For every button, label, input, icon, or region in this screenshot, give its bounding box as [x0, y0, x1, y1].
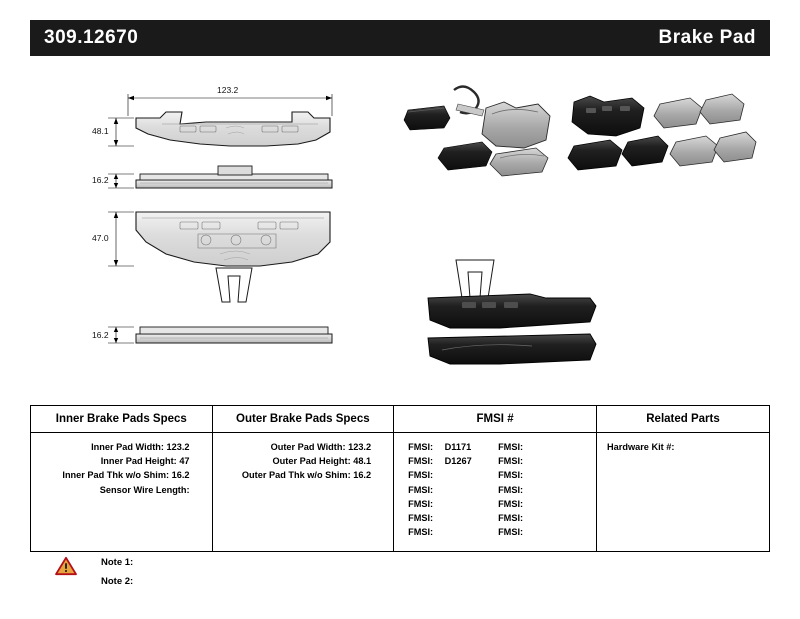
dimension-outer-height: 47.0: [92, 233, 109, 243]
dimension-outer-thickness: 16.2: [92, 330, 109, 340]
outer-spec-row: [221, 440, 386, 454]
note-row-1: [55, 553, 355, 572]
fmsi-label: FMSI:: [498, 484, 524, 495]
fmsi-label: FMSI:: [498, 513, 524, 524]
header-bar: [30, 20, 770, 56]
notes-section: [55, 553, 355, 591]
inner-spec-row: [39, 440, 204, 454]
fmsi-label: FMSI:: [498, 442, 524, 452]
fmsi-label: FMSI:: [408, 513, 434, 524]
sensor-wire-length-label: Sensor Wire Length:: [99, 484, 190, 495]
inner-pad-thickness-label: Inner Pad Thk w/o Shim:: [62, 470, 170, 481]
inner-pad-thickness-value: 16.2: [171, 470, 190, 481]
technical-drawings: [30, 62, 770, 392]
fmsi-row: [408, 497, 498, 511]
fmsi-row: [408, 511, 498, 525]
spec-table-header-row: [31, 406, 769, 433]
fmsi-label: FMSI:: [498, 456, 524, 467]
header-outer-specs: Outer Brake Pads Specs: [213, 406, 395, 432]
note-row-2: [55, 572, 355, 591]
fmsi-label: FMSI:: [498, 498, 524, 509]
dimension-inner-thickness: 16.2: [92, 175, 109, 185]
inner-pad-height-value: 47: [179, 456, 190, 467]
fmsi-column-left: [408, 440, 498, 539]
hardware-kit-label: Hardware Kit #:: [607, 442, 675, 452]
part-number: 309.12670: [44, 27, 139, 48]
related-part-row: [605, 440, 761, 454]
outer-spec-row: [221, 468, 386, 482]
fmsi-label: FMSI:: [408, 484, 434, 495]
header-related-parts: Related Parts: [646, 413, 720, 425]
fmsi-label: FMSI:: [408, 498, 434, 509]
fmsi-row: [498, 483, 588, 497]
inner-pad-width-value: 123.2: [166, 442, 190, 452]
inner-pad-width-label: Inner Pad Width:: [91, 442, 164, 452]
fmsi-row: [498, 497, 588, 511]
fmsi-label: FMSI:: [408, 456, 434, 467]
outer-pad-width-value: 123.2: [348, 442, 372, 452]
fmsi-value: D1171: [444, 442, 472, 452]
header-fmsi: FMSI #: [394, 406, 597, 432]
inner-specs-cell: [31, 433, 213, 551]
fmsi-column-right: [498, 440, 588, 539]
specifications-table: [30, 405, 770, 552]
spec-table-body-row: [31, 433, 769, 551]
inner-pad-height-label: Inner Pad Height:: [100, 456, 177, 467]
outer-pad-thickness-value: 16.2: [353, 470, 372, 481]
fmsi-label: FMSI:: [498, 527, 524, 538]
dimension-inner-height: 48.1: [92, 126, 109, 136]
outer-pad-height-label: Outer Pad Height:: [272, 456, 351, 467]
outer-pad-thickness-label: Outer Pad Thk w/o Shim:: [241, 470, 351, 481]
fmsi-row: [408, 483, 498, 497]
fmsi-label: FMSI:: [408, 442, 434, 452]
fmsi-value: D1267: [444, 456, 472, 467]
drawings-svg: [30, 62, 770, 392]
fmsi-row: [498, 525, 588, 539]
fmsi-label: FMSI:: [408, 470, 434, 481]
warning-icon: [55, 556, 77, 576]
fmsi-row: [408, 525, 498, 539]
fmsi-row: [498, 440, 588, 454]
note-1-label: Note 1:: [101, 557, 134, 568]
outer-pad-width-label: Outer Pad Width:: [270, 442, 346, 452]
dimension-inner-width: 123.2: [217, 85, 239, 95]
related-parts-cell: [597, 433, 769, 551]
fmsi-row: [408, 440, 498, 454]
fmsi-label: FMSI:: [408, 527, 434, 538]
inner-spec-row: [39, 454, 204, 468]
fmsi-row: [498, 468, 588, 482]
outer-specs-cell: [213, 433, 395, 551]
fmsi-row: [408, 468, 498, 482]
header-inner-specs: Inner Brake Pads Specs: [31, 406, 213, 432]
outer-spec-row: [221, 454, 386, 468]
fmsi-label: FMSI:: [498, 470, 524, 481]
fmsi-row: [408, 454, 498, 468]
note-2-label: Note 2:: [101, 576, 134, 587]
outer-pad-height-value: 48.1: [353, 456, 372, 467]
fmsi-cell: [394, 433, 597, 551]
inner-spec-row: [39, 483, 204, 497]
part-type-label: Brake Pad: [658, 27, 756, 48]
inner-spec-row: [39, 468, 204, 482]
fmsi-row: [498, 454, 588, 468]
fmsi-row: [498, 511, 588, 525]
